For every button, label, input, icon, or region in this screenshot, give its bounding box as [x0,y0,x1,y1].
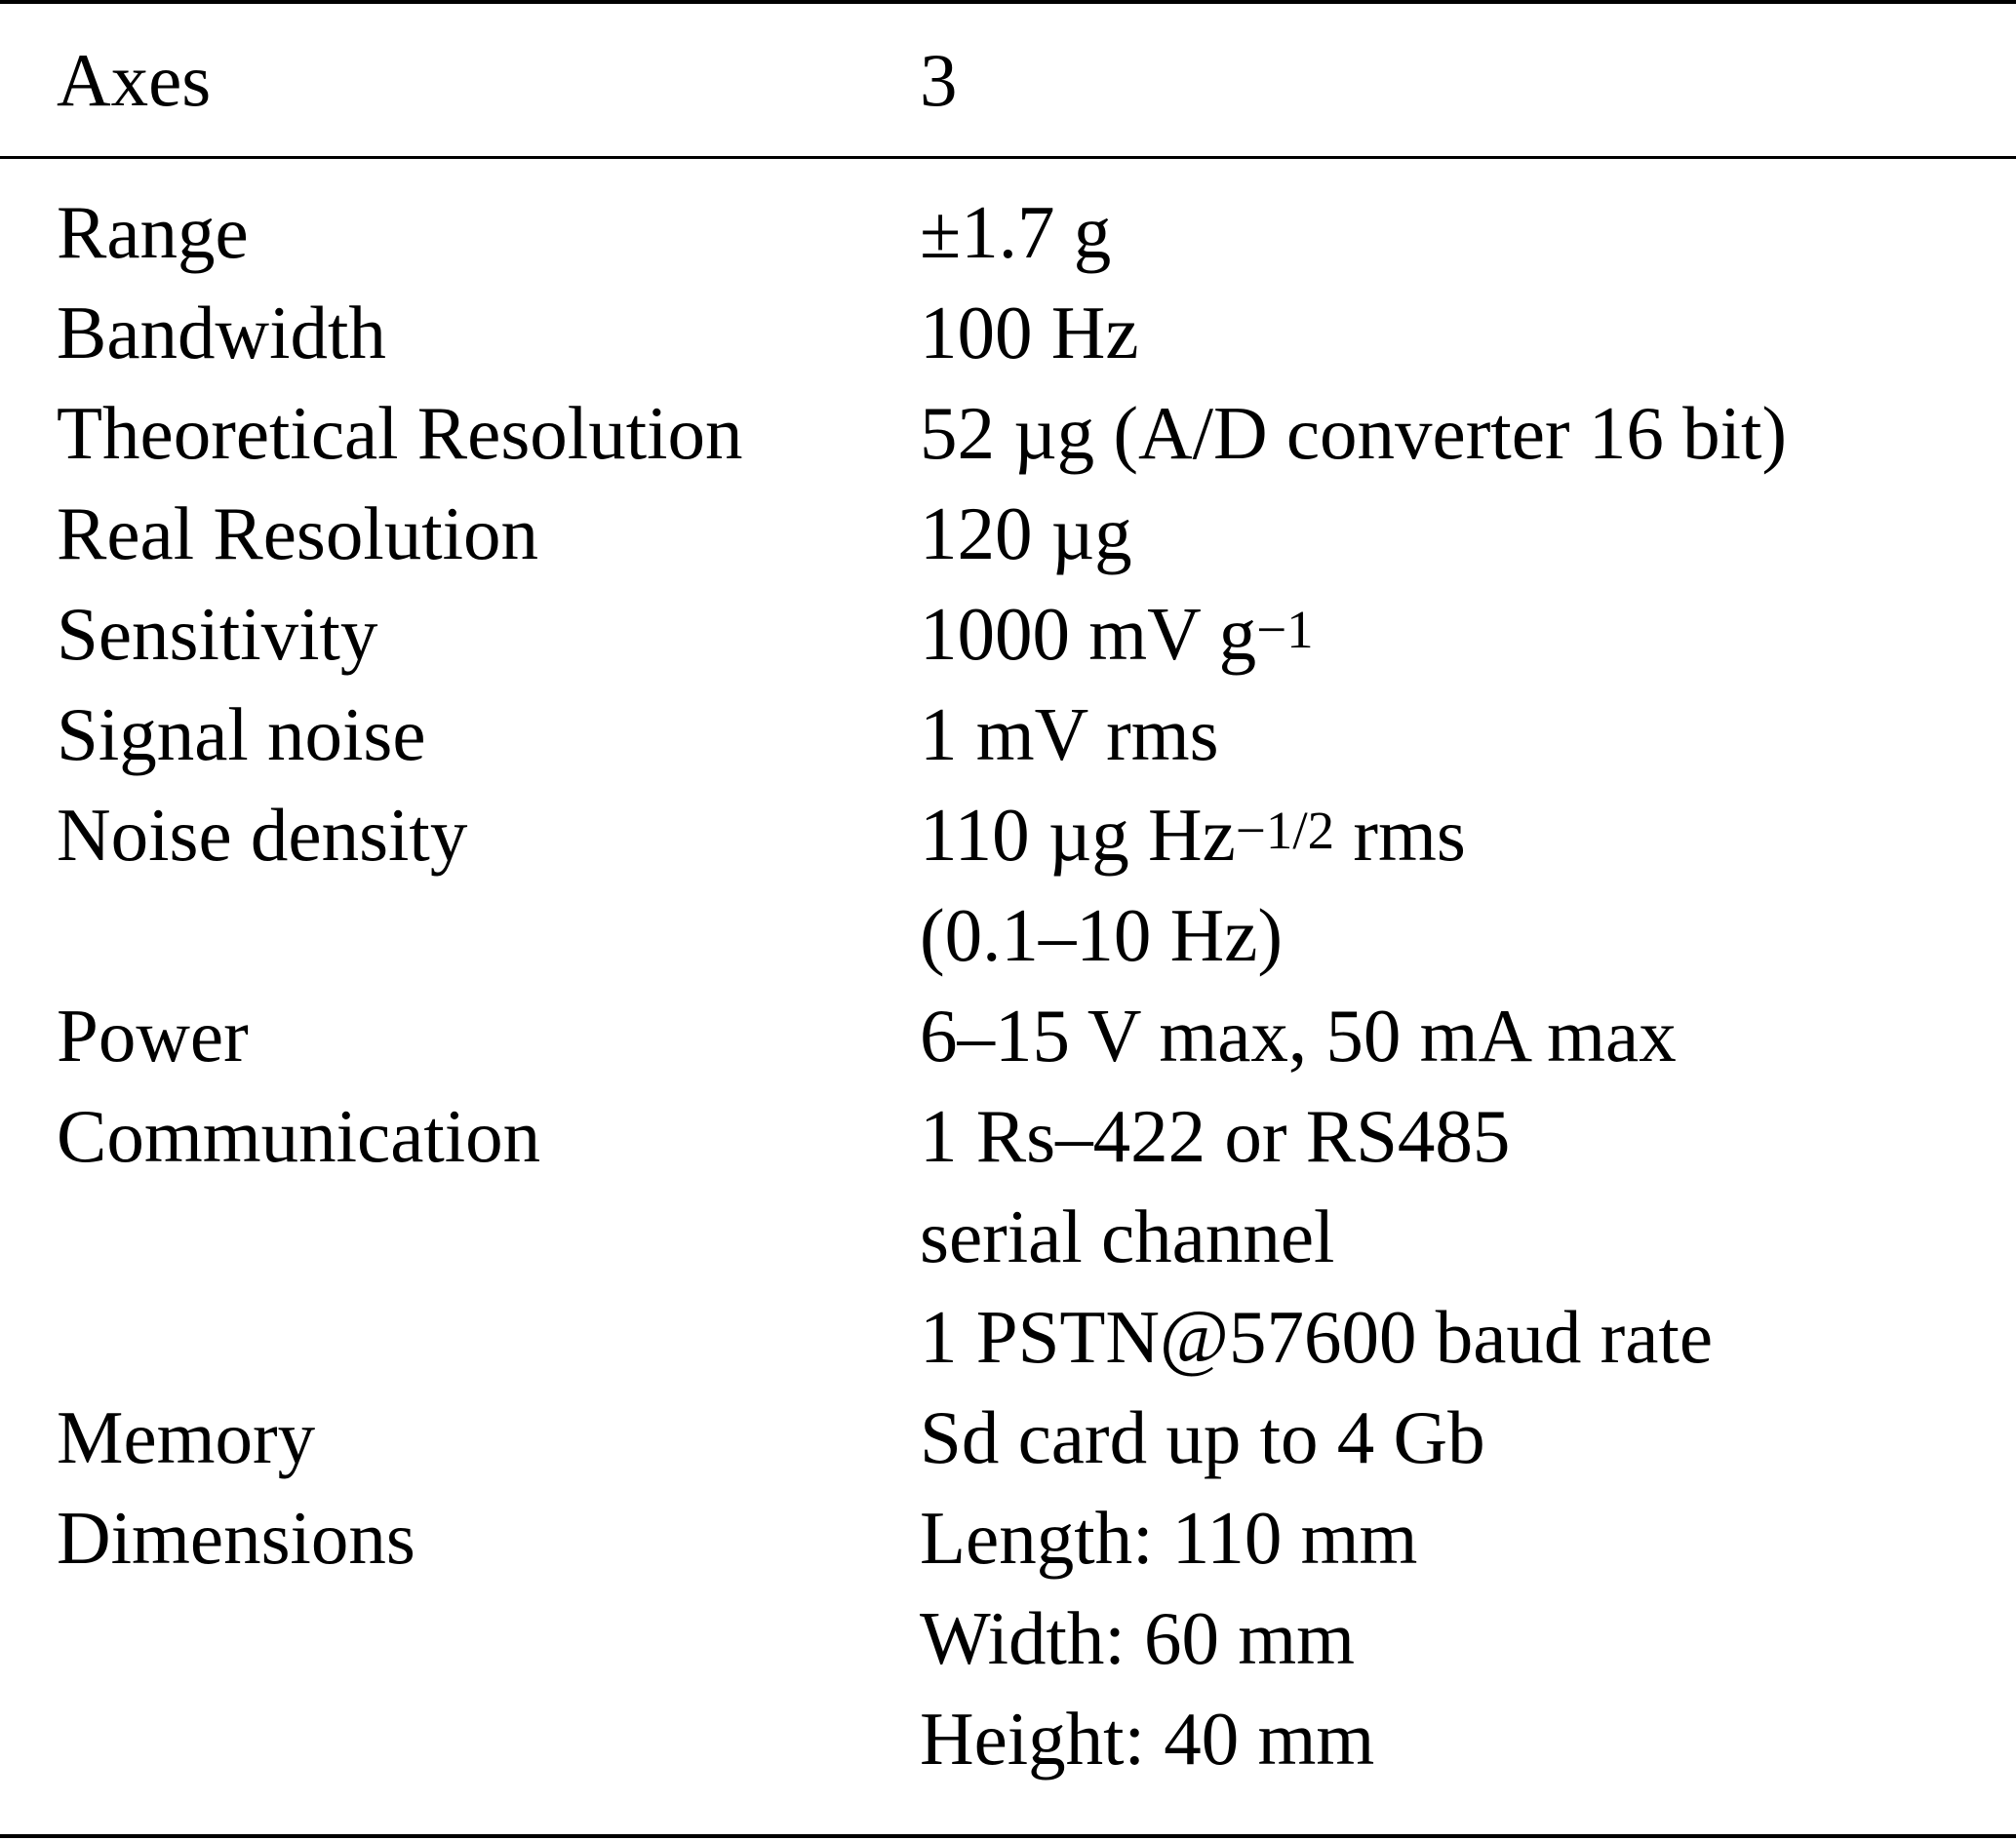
value-cell [920,391,1787,475]
value-cell [920,491,1132,575]
value-text: 120 µg [920,491,1132,575]
header-value-cell: 3 [920,38,958,122]
param-cell: Theoretical Resolution [57,391,743,475]
value-text: 1 Rs–422 or RS485 [920,1094,1511,1178]
value-cell [920,1496,1418,1580]
value-cell [920,1395,1485,1479]
value-cell [920,994,1677,1077]
value-text: rms [1334,793,1466,877]
value-text: 100 Hz [920,291,1139,374]
value-cell [920,692,1219,776]
value-text: 6–15 V max, 50 mA max [920,994,1677,1077]
table-bottom-rule [0,1834,2016,1838]
value-cell [920,1596,1356,1680]
value-text: 52 µg (A/D converter 16 bit) [920,391,1787,475]
value-text: ±1.7 g [920,190,1112,274]
param-cell: Range [57,190,249,274]
value-cell [920,592,1314,676]
value-text: 110 µg Hz [920,793,1236,877]
value-cell [920,190,1112,274]
value-cell [920,1697,1375,1781]
param-cell: Signal noise [57,692,426,776]
value-text: Length: 110 mm [920,1496,1418,1580]
value-text: (0.1–10 Hz) [920,893,1284,977]
value-cell [920,793,1466,877]
table-top-rule [0,0,2016,4]
value-text: Sd card up to 4 Gb [920,1395,1485,1479]
value-text: Height: 40 mm [920,1697,1375,1781]
value-exponent: −1/2 [1235,801,1335,860]
param-cell: Sensitivity [57,592,378,676]
param-cell: Communication [57,1094,541,1178]
value-text: 1 mV rms [920,692,1219,776]
value-cell [920,1094,1511,1178]
param-cell: Dimensions [57,1496,415,1580]
value-exponent: −1 [1256,600,1314,659]
param-cell: Noise density [57,793,468,877]
value-cell [920,1295,1714,1379]
value-text: Width: 60 mm [920,1596,1356,1680]
table-header-rule [0,156,2016,159]
param-cell: Real Resolution [57,491,539,575]
header-param-cell: Axes [57,38,212,122]
value-cell [920,893,1284,977]
value-text: 1000 mV g [920,592,1257,676]
param-cell: Bandwidth [57,291,386,374]
value-cell [920,291,1139,374]
value-text: serial channel [920,1195,1335,1278]
value-text: 1 PSTN@57600 baud rate [920,1295,1714,1379]
param-cell: Power [57,994,249,1077]
param-cell: Memory [57,1395,316,1479]
value-cell [920,1195,1335,1278]
